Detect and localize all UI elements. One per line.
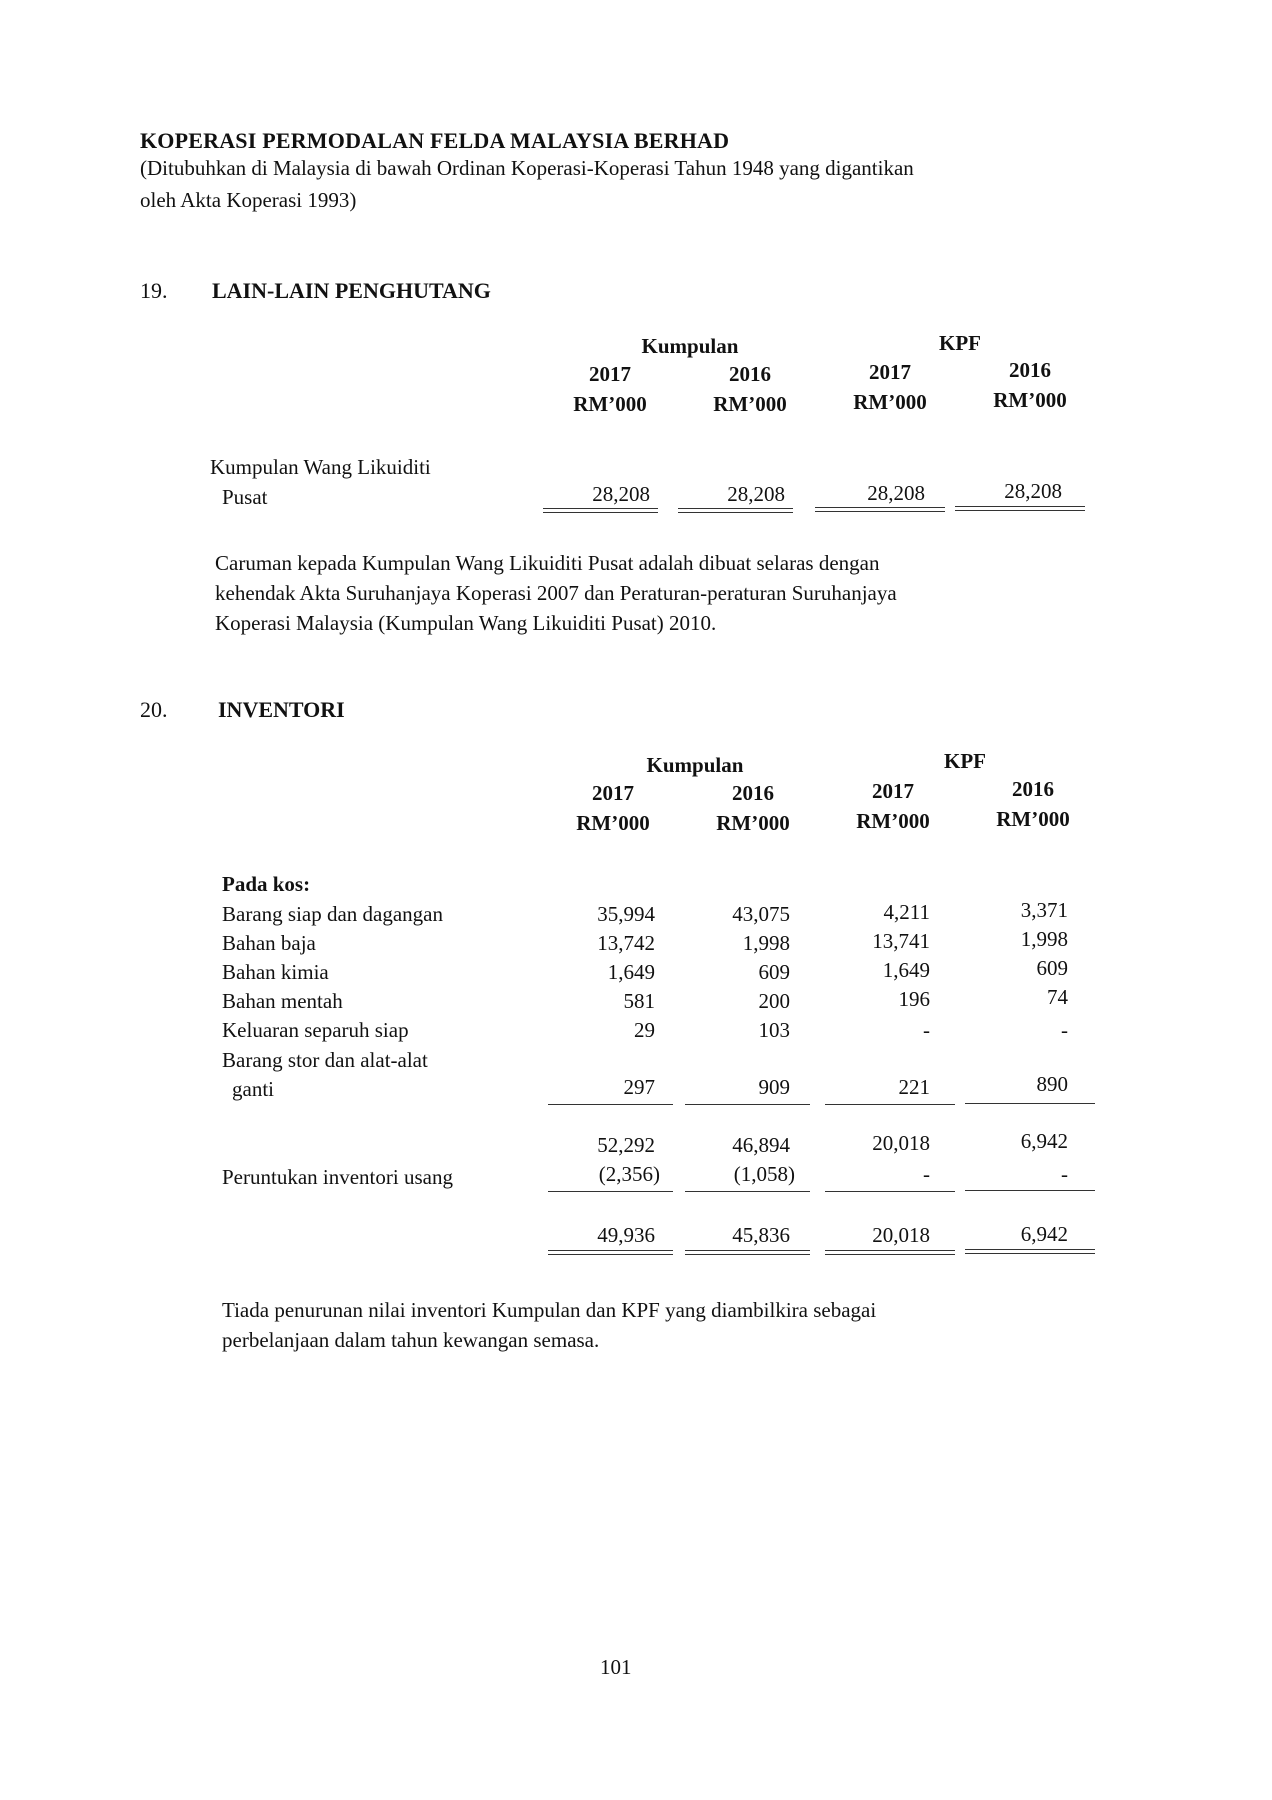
column-unit: RM’000: [856, 809, 930, 833]
cell-value: 13,742: [597, 931, 655, 955]
single-underline: [965, 1190, 1095, 1191]
row-label-cont: ganti: [232, 1077, 274, 1101]
column-year: 2016: [729, 362, 771, 386]
cell-value: 29: [634, 1018, 655, 1042]
section-20-title: INVENTORI: [218, 697, 345, 722]
cell-value: 49,936: [597, 1223, 655, 1247]
cell-value: 297: [623, 1075, 655, 1099]
double-underline: [965, 1249, 1095, 1254]
cell-value: 200: [758, 989, 790, 1013]
cell-value: -: [923, 1018, 930, 1042]
cell-value: 1,998: [1020, 927, 1068, 951]
single-underline: [548, 1104, 673, 1105]
cell-value: 609: [758, 960, 790, 984]
column-unit: RM’000: [853, 390, 927, 414]
column-year: 2017: [869, 360, 911, 384]
page-number: 101: [600, 1655, 632, 1679]
column-year: 2016: [1012, 777, 1054, 801]
column-year: 2017: [872, 779, 914, 803]
cell-value: 43,075: [732, 902, 790, 926]
column-year: 2016: [1009, 358, 1051, 382]
row-label: Bahan baja: [222, 931, 316, 955]
note-line: perbelanjaan dalam tahun kewangan semasa.: [222, 1328, 600, 1352]
cell-value: 46,894: [732, 1133, 790, 1157]
column-unit: RM’000: [576, 811, 650, 835]
double-underline: [678, 508, 793, 513]
section-19-number: 19.: [140, 278, 168, 303]
column-group-kpf: KPF: [944, 749, 986, 773]
section-19-title: LAIN-LAIN PENGHUTANG: [212, 278, 491, 303]
cell-value: 4,211: [883, 900, 930, 924]
row-label-cont: Pusat: [222, 485, 268, 509]
column-unit: RM’000: [996, 807, 1070, 831]
column-year: 2017: [592, 781, 634, 805]
cell-value: 1,998: [742, 931, 790, 955]
row-label: Kumpulan Wang Likuiditi: [210, 455, 431, 479]
cell-value: (2,356): [598, 1162, 660, 1186]
cell-value: 6,942: [1020, 1222, 1068, 1246]
column-unit: RM’000: [716, 811, 790, 835]
cell-value: 3,371: [1020, 898, 1068, 922]
column-unit: RM’000: [713, 392, 787, 416]
single-underline: [825, 1191, 955, 1192]
cell-value: -: [923, 1162, 930, 1186]
cell-value: -: [1061, 1018, 1068, 1042]
cell-value: 45,836: [732, 1223, 790, 1247]
cell-value: 909: [758, 1075, 790, 1099]
cell-value: 74: [1047, 985, 1068, 1009]
note-line: Tiada penurunan nilai inventori Kumpulan dan KPF yang diambilkira sebagai: [222, 1298, 877, 1322]
cell-value: 196: [898, 987, 930, 1011]
section-20-number: 20.: [140, 697, 168, 722]
row-label: Peruntukan inventori usang: [222, 1165, 453, 1189]
subtitle-line-1: (Ditubuhkan di Malaysia di bawah Ordinan Koperasi-Koperasi Tahun 1948 yang digantikan: [140, 156, 914, 180]
cell-value: 1,649: [882, 958, 930, 982]
cell-value: 35,994: [597, 902, 655, 926]
cell-value: 103: [758, 1018, 790, 1042]
row-label: Keluaran separuh siap: [222, 1018, 409, 1042]
double-underline: [815, 507, 945, 512]
cell-value: 20,018: [872, 1131, 930, 1155]
subtitle-line-2: oleh Akta Koperasi 1993): [140, 188, 357, 212]
cell-value: 20,018: [872, 1223, 930, 1247]
organization-name: KOPERASI PERMODALAN FELDA MALAYSIA BERHAD: [140, 128, 730, 153]
double-underline: [685, 1250, 810, 1255]
organization-subtitle: [140, 152, 1120, 216]
cell-value: 1,649: [607, 960, 655, 984]
note-line: Caruman kepada Kumpulan Wang Likuiditi Pusat adalah dibuat selaras dengan: [215, 551, 880, 575]
cell-value: (1,058): [733, 1162, 795, 1186]
row-label: Barang siap dan dagangan: [222, 902, 444, 926]
section-19-note: [215, 548, 1115, 638]
section-20-note: [222, 1295, 1112, 1355]
note-line: kehendak Akta Suruhanjaya Koperasi 2007 dan Peraturan-peraturan Suruhanjaya: [215, 581, 897, 605]
cell-value: 28,208: [592, 482, 650, 506]
single-underline: [685, 1104, 810, 1105]
note-line: Koperasi Malaysia (Kumpulan Wang Likuiditi Pusat) 2010.: [215, 611, 717, 635]
row-label: Barang stor dan alat-alat: [222, 1048, 428, 1072]
cell-value: 581: [623, 989, 655, 1013]
column-unit: RM’000: [993, 388, 1067, 412]
single-underline: [685, 1191, 810, 1192]
column-group-kpf: KPF: [939, 331, 981, 355]
single-underline: [825, 1104, 955, 1105]
single-underline: [548, 1191, 673, 1192]
column-unit: RM’000: [573, 392, 647, 416]
double-underline: [825, 1250, 955, 1255]
double-underline: [548, 1250, 673, 1255]
subheading-at-cost: Pada kos:: [222, 872, 311, 896]
cell-value: 52,292: [597, 1133, 655, 1157]
double-underline: [955, 506, 1085, 511]
column-year: 2016: [732, 781, 774, 805]
single-underline: [965, 1103, 1095, 1104]
cell-value: -: [1061, 1162, 1068, 1186]
cell-value: 221: [898, 1075, 930, 1099]
column-year: 2017: [589, 362, 631, 386]
column-group-kumpulan: Kumpulan: [646, 753, 744, 777]
cell-value: 13,741: [872, 929, 930, 953]
row-label: Bahan kimia: [222, 960, 329, 984]
column-group-kumpulan: Kumpulan: [641, 334, 739, 358]
double-underline: [543, 508, 658, 513]
cell-value: 890: [1036, 1072, 1068, 1096]
cell-value: 609: [1036, 956, 1068, 980]
cell-value: 28,208: [727, 482, 785, 506]
cell-value: 6,942: [1020, 1129, 1068, 1153]
cell-value: 28,208: [1004, 479, 1062, 503]
row-label: Bahan mentah: [222, 989, 343, 1013]
cell-value: 28,208: [867, 481, 925, 505]
